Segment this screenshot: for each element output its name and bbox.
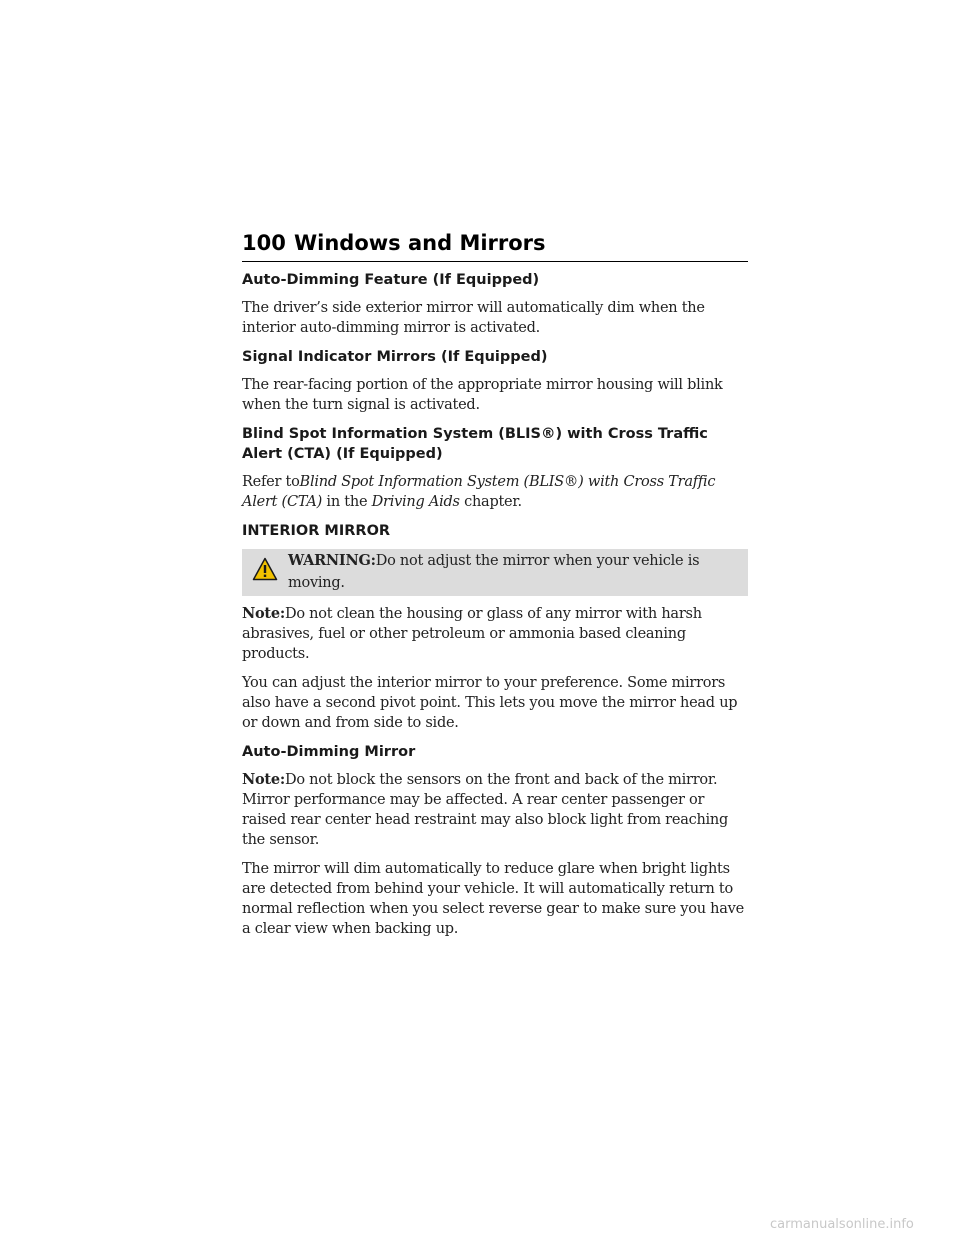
auto-dim-mirror-body: The mirror will dim automatically to reduce glare when bright lights are detected from behind your vehicle. It will automatically return to normal reflection when you select reverse gear to make sure you have a clear view when backing up.	[242, 861, 744, 937]
auto-dim-feature-heading: Auto-Dimming Feature (If Equipped)	[242, 272, 540, 288]
signal-indicator-body: The rear-facing portion of the appropriate mirror housing will blink when the turn signal is activated.	[242, 377, 723, 413]
signal-indicator-heading: Signal Indicator Mirrors (If Equipped)	[242, 349, 548, 365]
auto-dim-mirror-note	[242, 770, 748, 850]
blis-refer-link: Blind Spot Information System (BLIS®) with Cross Traffic Alert (CTA)	[242, 474, 716, 510]
warning-label: WARNING:	[288, 552, 376, 569]
auto-dim-mirror-heading: Auto-Dimming Mirror	[242, 744, 416, 760]
chapter-title: Windows and Mirrors	[294, 231, 546, 255]
page-number: 100	[242, 231, 286, 255]
interior-mirror-heading: INTERIOR MIRROR	[242, 523, 391, 539]
blis-body	[242, 472, 748, 512]
warning-box	[242, 549, 748, 596]
page-header	[242, 229, 748, 262]
blis-refer-mid: in the	[322, 494, 372, 510]
blis-refer-suffix: chapter.	[459, 494, 522, 510]
note-text: Do not block the sensors on the front and back of the mirror. Mirror performance may be affected. A rear center passenger or raised rear center head restraint may also block light from reaching the sensor.	[242, 772, 729, 848]
page-content	[242, 270, 748, 948]
warning-message: Do not adjust the mirror when your vehicle is moving.	[288, 553, 700, 591]
warning-triangle-icon	[252, 557, 278, 581]
watermark: carmanualsonline.info	[770, 1217, 914, 1232]
interior-mirror-body: You can adjust the interior mirror to your preference. Some mirrors also have a second pivot point. This lets you move the mirror head up or down and from side to side.	[242, 675, 738, 731]
auto-dim-feature-body: The driver’s side exterior mirror will automatically dim when the interior auto-dimming mirror is activated.	[242, 300, 705, 336]
blis-refer-chapter: Driving Aids	[371, 494, 460, 510]
note-label: Note:	[242, 771, 285, 788]
blis-refer-prefix: Refer to	[242, 474, 300, 490]
note-text: Do not clean the housing or glass of any mirror with harsh abrasives, fuel or other petroleum or ammonia based cleaning products.	[242, 606, 702, 662]
note-label: Note:	[242, 605, 285, 622]
interior-mirror-note	[242, 604, 748, 664]
warning-text	[288, 550, 738, 594]
blis-heading: Blind Spot Information System (BLIS®) with Cross Traffic Alert (CTA) (If Equipped)	[242, 426, 708, 462]
